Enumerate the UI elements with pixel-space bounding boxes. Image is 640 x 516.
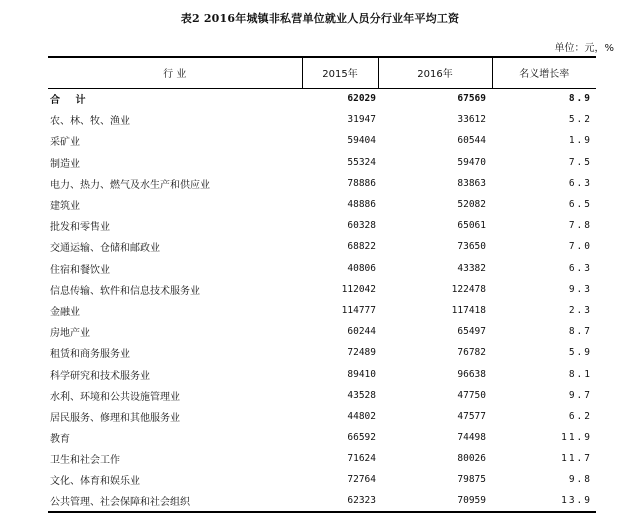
cell-2016: 33612 [457,114,486,126]
cell-industry: 房地产业 [50,328,90,340]
cell-growth: 8.9 [568,93,592,105]
cell-2016: 70959 [378,491,492,512]
cell-2016: 59470 [457,156,486,168]
cell-2015: 60244 [347,326,376,338]
cell-2015: 89410 [347,368,376,380]
cell-industry: 电力、热力、燃气及水生产和供应业 [50,179,210,191]
cell-growth: 6.2 [568,410,592,422]
table-row [48,130,596,151]
table-row [48,363,596,384]
cell-industry: 教育 [50,434,70,446]
cell-2015: 62323 [302,491,378,512]
cell-industry: 文化、体育和娱乐业 [50,476,140,488]
header-2015: 2015年 [302,57,378,88]
cell-growth: 11.7 [561,453,592,465]
table-row [48,321,596,342]
cell-industry: 住宿和餐饮业 [50,264,110,276]
cell-growth: 13.9 [492,491,596,512]
cell-industry: 批发和零售业 [50,222,110,234]
header-2016: 2016年 [378,57,492,88]
header-growth: 名义增长率 [492,57,596,88]
table-body [48,88,596,512]
cell-2015: 55324 [347,156,376,168]
cell-2016: 76782 [457,347,486,359]
table-row [48,427,596,448]
table-row [48,448,596,469]
cell-2016: 122478 [451,283,486,295]
cell-industry: 农、林、牧、渔业 [50,116,130,128]
cell-2015: 72489 [347,347,376,359]
cell-growth: 8.7 [568,326,592,338]
table-row [48,491,596,512]
cell-2016: 83863 [457,177,486,189]
cell-growth: 6.5 [568,199,592,211]
cell-2015: 60328 [347,220,376,232]
cell-2015: 43528 [347,389,376,401]
cell-2016: 79875 [457,474,486,486]
cell-industry: 合 计 [50,95,92,107]
cell-industry: 租赁和商务服务业 [50,349,130,361]
table-row [48,300,596,321]
cell-industry: 居民服务、修理和其他服务业 [50,412,180,424]
cell-industry: 制造业 [50,158,80,170]
cell-2016: 96638 [457,368,486,380]
cell-growth: 7.5 [568,156,592,168]
wage-table [48,56,596,513]
cell-2015: 66592 [347,432,376,444]
table-row [48,406,596,427]
cell-2015: 59404 [347,135,376,147]
cell-industry: 建筑业 [50,201,80,213]
table-row [48,194,596,215]
header-industry: 行 业 [48,57,302,88]
unit-note: 单位：元，% [554,43,614,54]
cell-growth: 9.7 [568,389,592,401]
cell-2015: 62029 [347,93,376,105]
cell-2015: 44802 [347,410,376,422]
cell-growth: 9.3 [568,283,592,295]
cell-industry: 卫生和社会工作 [50,455,120,467]
cell-industry: 采矿业 [50,137,80,149]
cell-2015: 78886 [347,177,376,189]
table-row [48,258,596,279]
cell-growth: 2.3 [568,304,592,316]
table-row [48,342,596,363]
cell-2016: 117418 [451,304,486,316]
cell-2016: 80026 [457,453,486,465]
cell-2016: 60544 [457,135,486,147]
cell-growth: 7.8 [568,220,592,232]
cell-growth: 8.1 [568,368,592,380]
cell-2016: 74498 [457,432,486,444]
cell-2015: 114777 [341,304,376,316]
table-title: 表2 2016年城镇非私营单位就业人员分行业年平均工资 [180,12,460,25]
cell-growth: 9.8 [568,474,592,486]
cell-growth: 7.0 [568,241,592,253]
table-row [48,173,596,194]
cell-2015: 71624 [347,453,376,465]
table-row [48,152,596,173]
cell-growth: 11.9 [561,432,592,444]
cell-industry: 科学研究和技术服务业 [50,370,150,382]
cell-growth: 5.9 [568,347,592,359]
cell-2015: 112042 [341,283,376,295]
cell-2015: 68822 [347,241,376,253]
cell-growth: 6.3 [568,262,592,274]
table-row [48,385,596,406]
cell-growth: 6.3 [568,177,592,189]
cell-2015: 40806 [347,262,376,274]
table-row [48,469,596,490]
table-header-row [48,57,596,88]
table-row [48,215,596,236]
table-row [48,236,596,257]
cell-2016: 65497 [457,326,486,338]
cell-2016: 52082 [457,199,486,211]
cell-2016: 65061 [457,220,486,232]
cell-2016: 67569 [457,93,486,105]
cell-industry: 金融业 [50,306,80,318]
cell-growth: 5.2 [568,114,592,126]
cell-2016: 47750 [457,389,486,401]
cell-industry: 交通运输、仓储和邮政业 [50,243,160,255]
table-row [48,109,596,130]
cell-2015: 48886 [347,199,376,211]
table-row-total [48,88,596,109]
cell-industry: 公共管理、社会保障和社会组织 [48,491,302,512]
cell-industry: 水利、环境和公共设施管理业 [50,391,180,403]
cell-2016: 73650 [457,241,486,253]
cell-industry: 信息传输、软件和信息技术服务业 [50,285,200,297]
cell-2015: 31947 [347,114,376,126]
cell-growth: 1.9 [568,135,592,147]
cell-2016: 43382 [457,262,486,274]
cell-2015: 72764 [347,474,376,486]
table-row [48,279,596,300]
cell-2016: 47577 [457,410,486,422]
